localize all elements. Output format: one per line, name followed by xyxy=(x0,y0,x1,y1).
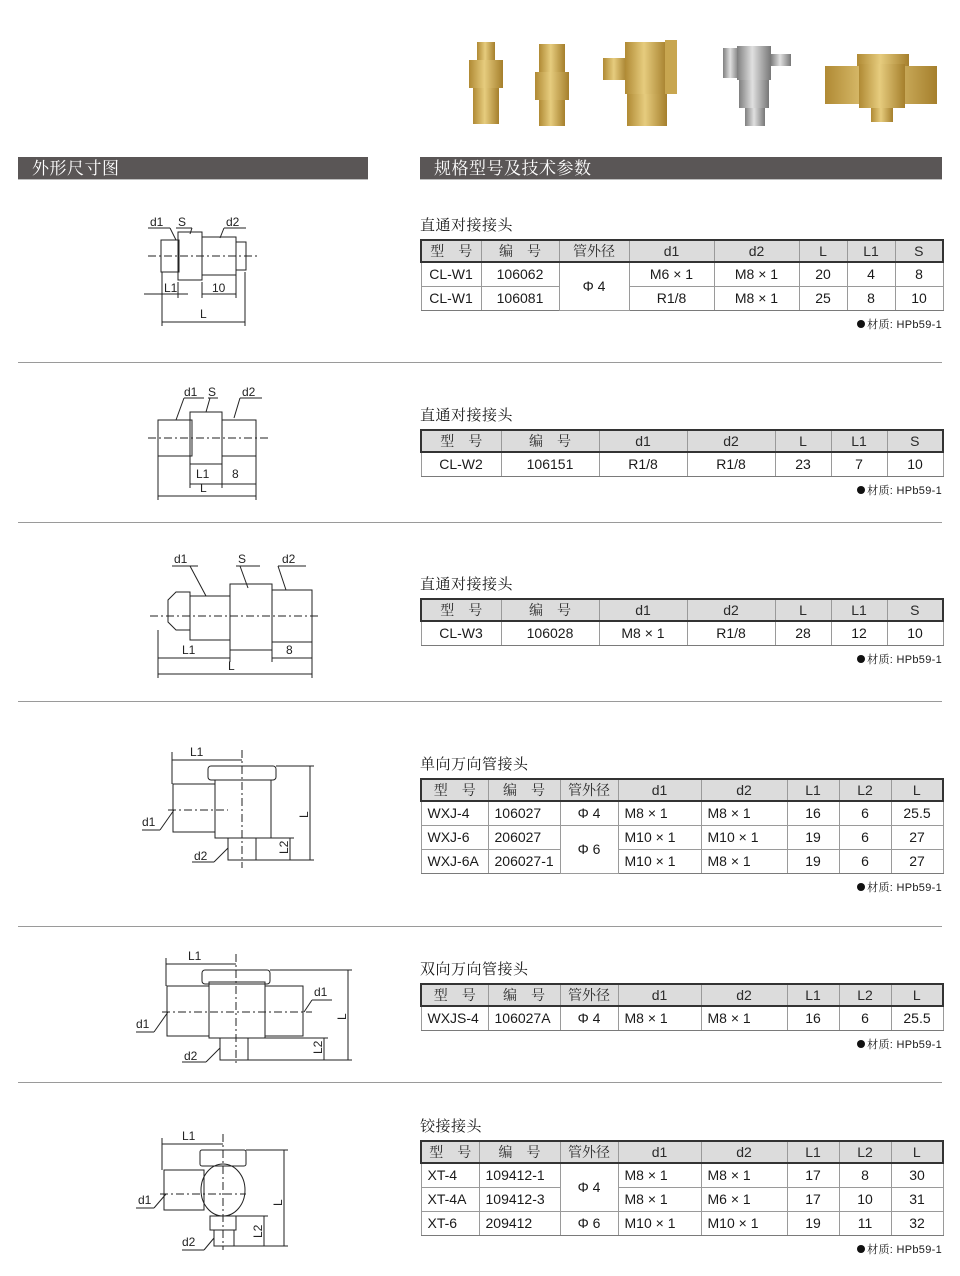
col-header: d1 xyxy=(618,779,701,801)
svg-text:L: L xyxy=(297,811,311,818)
bullet-icon xyxy=(857,320,865,328)
cell: 8 xyxy=(847,286,895,310)
cell: 106081 xyxy=(481,286,559,310)
material-note: 材质: HPb59-1 xyxy=(420,316,942,332)
col-header: d2 xyxy=(714,240,799,262)
col-header: 编 号 xyxy=(488,984,560,1006)
cell: WXJ-6A xyxy=(421,849,488,873)
cell: 12 xyxy=(831,621,887,645)
svg-text:L: L xyxy=(335,1013,349,1020)
spec-block-cl-w3 xyxy=(420,575,942,667)
svg-text:10: 10 xyxy=(212,281,226,295)
cell: 106062 xyxy=(481,262,559,286)
cell: CL-W1 xyxy=(421,286,481,310)
cell: 109412-1 xyxy=(479,1163,560,1187)
cell: 17 xyxy=(787,1163,839,1187)
spec-table xyxy=(420,778,944,874)
material-note: 材质: HPb59-1 xyxy=(420,879,942,895)
cell: 10 xyxy=(887,452,943,476)
spec-block-wxj xyxy=(420,755,942,895)
table-row xyxy=(421,1006,943,1030)
cell: M8 × 1 xyxy=(618,1187,701,1211)
cell: 16 xyxy=(787,801,839,825)
svg-text:d2: d2 xyxy=(184,1049,198,1063)
divider xyxy=(18,362,942,363)
svg-text:L: L xyxy=(200,307,207,321)
table-header-row xyxy=(421,599,943,621)
col-header: 编 号 xyxy=(479,1141,560,1163)
svg-text:d1: d1 xyxy=(138,1193,152,1207)
col-header: 管外径 xyxy=(560,984,618,1006)
cell: 10 xyxy=(887,621,943,645)
col-header: L2 xyxy=(839,984,891,1006)
col-header: d2 xyxy=(701,779,787,801)
cell: Φ 4 xyxy=(560,801,618,825)
cell: 10 xyxy=(839,1187,891,1211)
table-row xyxy=(421,849,943,873)
col-header: 管外径 xyxy=(560,779,618,801)
col-header: L1 xyxy=(847,240,895,262)
col-header: L1 xyxy=(787,1141,839,1163)
svg-text:d2: d2 xyxy=(242,385,256,399)
cell: 16 xyxy=(787,1006,839,1030)
bullet-icon xyxy=(857,655,865,663)
cell: 19 xyxy=(787,849,839,873)
svg-text:8: 8 xyxy=(286,643,293,657)
col-header: S xyxy=(887,599,943,621)
cell: WXJ-4 xyxy=(421,801,488,825)
cell: M8 × 1 xyxy=(714,286,799,310)
cell: 10 xyxy=(895,286,943,310)
col-header: L xyxy=(775,599,831,621)
col-header: 型 号 xyxy=(421,779,488,801)
drawing-xt xyxy=(134,1122,294,1252)
table-header-row xyxy=(421,779,943,801)
table-row xyxy=(421,286,943,310)
table-header-row xyxy=(421,240,943,262)
spec-table xyxy=(420,239,944,311)
svg-text:d1: d1 xyxy=(174,552,188,566)
cell: 19 xyxy=(787,825,839,849)
cell: 11 xyxy=(839,1211,891,1235)
col-header: L1 xyxy=(787,984,839,1006)
section-bar-dimension-drawings: 外形尺寸图 xyxy=(18,157,368,180)
table-row xyxy=(421,1211,943,1235)
spec-title: 直通对接接头 xyxy=(420,217,514,234)
divider xyxy=(18,701,942,702)
spec-title: 直通对接接头 xyxy=(420,407,514,424)
cell: Φ 4 xyxy=(560,1163,618,1211)
photo-brass-straight-connector-2 xyxy=(535,44,569,126)
col-header: 管外径 xyxy=(559,240,629,262)
spec-title: 直通对接接头 xyxy=(420,576,514,593)
svg-text:d1: d1 xyxy=(314,985,328,999)
photo-brass-double-banjo xyxy=(825,54,937,122)
svg-text:d2: d2 xyxy=(282,552,296,566)
cell: M8 × 1 xyxy=(618,1006,701,1030)
cell: Φ 4 xyxy=(560,1006,618,1030)
drawing-cl-w1 xyxy=(140,212,270,327)
cell: 17 xyxy=(787,1187,839,1211)
svg-text:L: L xyxy=(271,1199,285,1206)
col-header: d1 xyxy=(618,1141,701,1163)
svg-text:d1: d1 xyxy=(142,815,156,829)
cell: 25 xyxy=(799,286,847,310)
cell: CL-W2 xyxy=(421,452,501,476)
svg-text:d2: d2 xyxy=(194,849,208,863)
section-bar-specifications: 规格型号及技术参数 xyxy=(420,157,942,180)
col-header: S xyxy=(887,430,943,452)
cell: 27 xyxy=(891,849,943,873)
spec-table xyxy=(420,1140,944,1236)
col-header: 型 号 xyxy=(421,1141,479,1163)
cell: 206027 xyxy=(488,825,560,849)
photo-brass-straight-connector-1 xyxy=(469,42,503,124)
table-row xyxy=(421,621,943,645)
drawing-wxjs xyxy=(132,940,357,1070)
table-row xyxy=(421,825,943,849)
spec-block-cl-w2 xyxy=(420,406,942,498)
spec-table xyxy=(420,429,944,477)
drawing-cl-w2 xyxy=(148,382,278,502)
svg-text:d1: d1 xyxy=(184,385,198,399)
cell: CL-W1 xyxy=(421,262,481,286)
svg-text:L: L xyxy=(228,659,235,673)
col-header: L xyxy=(891,984,943,1006)
cell: 106027 xyxy=(488,801,560,825)
material-note: 材质: HPb59-1 xyxy=(420,1036,942,1052)
cell: 106151 xyxy=(501,452,599,476)
table-row xyxy=(421,262,943,286)
col-header: L1 xyxy=(831,430,887,452)
col-header: d2 xyxy=(701,984,787,1006)
col-header: 型 号 xyxy=(421,984,488,1006)
cell: 8 xyxy=(895,262,943,286)
col-header: 管外径 xyxy=(560,1141,618,1163)
divider xyxy=(18,1082,942,1083)
cell: 6 xyxy=(839,849,891,873)
table-row xyxy=(421,1187,943,1211)
cell: M8 × 1 xyxy=(701,1163,787,1187)
bullet-icon xyxy=(857,486,865,494)
col-header: d2 xyxy=(687,599,775,621)
cell: M8 × 1 xyxy=(701,849,787,873)
cell: Φ 4 xyxy=(559,262,629,310)
bullet-icon xyxy=(857,1245,865,1253)
cell: R1/8 xyxy=(687,452,775,476)
col-header: L xyxy=(891,1141,943,1163)
col-header: 型 号 xyxy=(421,240,481,262)
cell: XT-6 xyxy=(421,1211,479,1235)
table-row xyxy=(421,452,943,476)
col-header: 型 号 xyxy=(421,599,501,621)
col-header: d1 xyxy=(599,430,687,452)
cell: M10 × 1 xyxy=(701,825,787,849)
spec-title: 双向万向管接头 xyxy=(420,961,529,978)
svg-text:S: S xyxy=(238,552,247,566)
table-header-row xyxy=(421,1141,943,1163)
cell: 8 xyxy=(839,1163,891,1187)
cell: M8 × 1 xyxy=(599,621,687,645)
col-header: 编 号 xyxy=(501,430,599,452)
col-header: d1 xyxy=(618,984,701,1006)
cell: M6 × 1 xyxy=(629,262,714,286)
cell: M8 × 1 xyxy=(701,1006,787,1030)
spec-table xyxy=(420,983,944,1031)
cell: 106028 xyxy=(501,621,599,645)
cell: M10 × 1 xyxy=(618,849,701,873)
col-header: 编 号 xyxy=(481,240,559,262)
bullet-icon xyxy=(857,1040,865,1048)
material-note: 材质: HPb59-1 xyxy=(420,482,942,498)
material-note: 材质: HPb59-1 xyxy=(420,1241,942,1257)
spec-block-cl-w1 xyxy=(420,216,942,332)
cell: 109412-3 xyxy=(479,1187,560,1211)
svg-text:L1: L1 xyxy=(182,643,196,657)
svg-text:d2: d2 xyxy=(226,215,240,229)
cell: 25.5 xyxy=(891,1006,943,1030)
col-header: S xyxy=(895,240,943,262)
cell: XT-4 xyxy=(421,1163,479,1187)
col-header: d2 xyxy=(687,430,775,452)
svg-text:L1: L1 xyxy=(188,949,202,963)
svg-text:L2: L2 xyxy=(277,840,291,854)
cell: 27 xyxy=(891,825,943,849)
col-header: L xyxy=(775,430,831,452)
cell: 25.5 xyxy=(891,801,943,825)
cell: 28 xyxy=(775,621,831,645)
photo-brass-single-banjo xyxy=(603,40,677,126)
cell: M10 × 1 xyxy=(618,1211,701,1235)
col-header: L2 xyxy=(839,1141,891,1163)
table-row xyxy=(421,801,943,825)
cell: CL-W3 xyxy=(421,621,501,645)
cell: 19 xyxy=(787,1211,839,1235)
col-header: d1 xyxy=(599,599,687,621)
cell: M10 × 1 xyxy=(618,825,701,849)
svg-text:S: S xyxy=(208,385,217,399)
photo-steel-hinge xyxy=(723,46,791,126)
col-header: 型 号 xyxy=(421,430,501,452)
product-photos xyxy=(455,30,945,135)
cell: 209412 xyxy=(479,1211,560,1235)
cell: M8 × 1 xyxy=(618,1163,701,1187)
cell: 6 xyxy=(839,801,891,825)
col-header: d1 xyxy=(629,240,714,262)
spec-block-wxjs xyxy=(420,960,942,1052)
col-header: L2 xyxy=(839,779,891,801)
cell: XT-4A xyxy=(421,1187,479,1211)
col-header: L1 xyxy=(831,599,887,621)
cell: 32 xyxy=(891,1211,943,1235)
table-header-row xyxy=(421,984,943,1006)
svg-text:L2: L2 xyxy=(311,1040,325,1054)
cell: 20 xyxy=(799,262,847,286)
cell: R1/8 xyxy=(687,621,775,645)
cell: 30 xyxy=(891,1163,943,1187)
spec-title: 单向万向管接头 xyxy=(420,756,529,773)
col-header: L1 xyxy=(787,779,839,801)
svg-text:d2: d2 xyxy=(182,1235,196,1249)
bullet-icon xyxy=(857,883,865,891)
cell: R1/8 xyxy=(599,452,687,476)
svg-text:d1: d1 xyxy=(150,215,164,229)
col-header: L xyxy=(891,779,943,801)
drawing-wxj xyxy=(138,740,318,870)
divider xyxy=(18,926,942,927)
divider xyxy=(18,522,942,523)
svg-text:d1: d1 xyxy=(136,1017,150,1031)
cell: WXJS-4 xyxy=(421,1006,488,1030)
cell: 6 xyxy=(839,825,891,849)
cell: 106027A xyxy=(488,1006,560,1030)
svg-text:L1: L1 xyxy=(190,745,204,759)
cell: WXJ-6 xyxy=(421,825,488,849)
svg-text:8: 8 xyxy=(232,467,239,481)
svg-text:L2: L2 xyxy=(251,1224,265,1238)
drawing-cl-w3 xyxy=(150,548,320,683)
svg-text:L1: L1 xyxy=(182,1129,196,1143)
svg-text:S: S xyxy=(178,215,187,229)
cell: 6 xyxy=(839,1006,891,1030)
cell: 7 xyxy=(831,452,887,476)
cell: M8 × 1 xyxy=(618,801,701,825)
material-note: 材质: HPb59-1 xyxy=(420,651,942,667)
spec-block-xt xyxy=(420,1117,942,1257)
cell: Φ 6 xyxy=(560,825,618,873)
spec-table xyxy=(420,598,944,646)
spec-title: 铰接接头 xyxy=(420,1118,483,1135)
col-header: 编 号 xyxy=(501,599,599,621)
svg-text:L1: L1 xyxy=(164,281,178,295)
cell: M6 × 1 xyxy=(701,1187,787,1211)
cell: M8 × 1 xyxy=(714,262,799,286)
cell: 206027-1 xyxy=(488,849,560,873)
cell: M10 × 1 xyxy=(701,1211,787,1235)
table-row xyxy=(421,1163,943,1187)
cell: Φ 6 xyxy=(560,1211,618,1235)
cell: 4 xyxy=(847,262,895,286)
cell: 23 xyxy=(775,452,831,476)
col-header: L xyxy=(799,240,847,262)
cell: M8 × 1 xyxy=(701,801,787,825)
table-header-row xyxy=(421,430,943,452)
svg-text:L: L xyxy=(200,481,207,495)
col-header: d2 xyxy=(701,1141,787,1163)
cell: R1/8 xyxy=(629,286,714,310)
cell: 31 xyxy=(891,1187,943,1211)
col-header: 编 号 xyxy=(488,779,560,801)
svg-text:L1: L1 xyxy=(196,467,210,481)
